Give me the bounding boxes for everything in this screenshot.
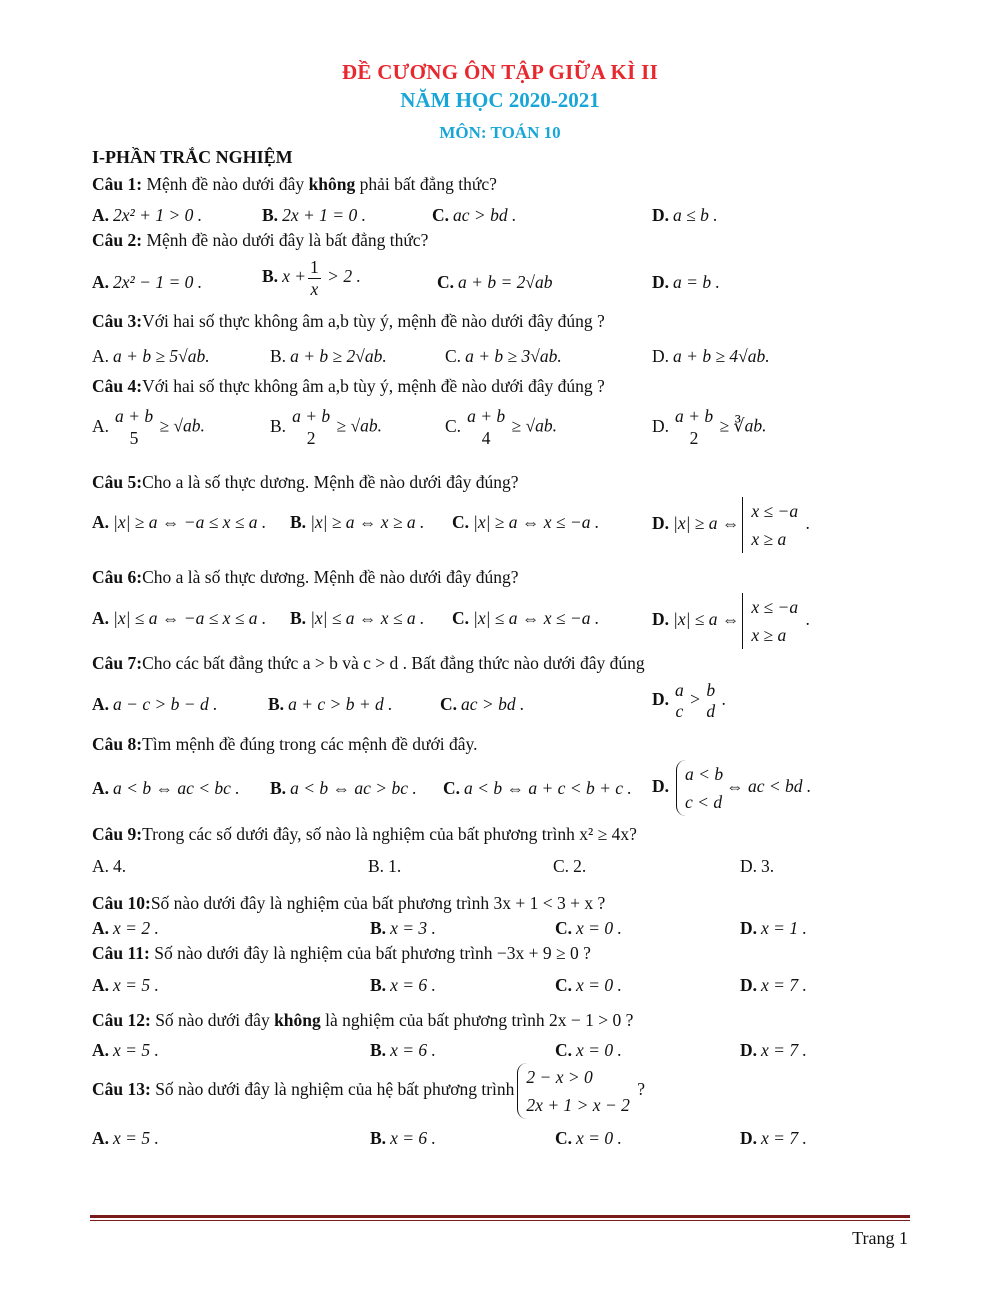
q13-option-d[interactable]: D. x = 7 . — [740, 1128, 807, 1148]
q3-option-d[interactable]: D. a + b ≥ 4√ab. — [652, 346, 770, 366]
q11-option-d[interactable]: D. x = 7 . — [740, 975, 807, 995]
question-6: Câu 6:Cho a là số thực dương. Mệnh đề nào dưới đây đúng? — [92, 567, 519, 587]
q6-option-b[interactable]: B. |x| ≤ a ⇔ x ≤ a . — [290, 608, 425, 628]
q2-option-d[interactable]: D. a = b . — [652, 272, 720, 292]
q3-option-a[interactable]: A. a + b ≥ 5√ab. — [92, 346, 210, 366]
q10-option-c[interactable]: C. x = 0 . — [555, 918, 622, 938]
q9-option-b[interactable]: B. 1. — [368, 856, 402, 876]
q12-option-d[interactable]: D. x = 7 . — [740, 1040, 807, 1060]
q4-option-c[interactable]: C. a + b 4 ≥ √ab. — [445, 406, 557, 448]
question-8: Câu 8:Tìm mệnh đề đúng trong các mệnh đề dưới đây. — [92, 734, 478, 754]
q12-option-c[interactable]: C. x = 0 . — [555, 1040, 622, 1060]
q2-option-c[interactable]: C. a + b = 2√ab — [437, 272, 553, 292]
q5-option-d[interactable]: D. |x| ≥ a ⇔ x ≤ −a x ≥ a . — [652, 497, 810, 553]
q13-option-b[interactable]: B. x = 6 . — [370, 1128, 436, 1148]
footer-rule-thin — [90, 1220, 910, 1221]
q1-option-d[interactable]: D. a ≤ b . — [652, 205, 718, 225]
school-year: NĂM HỌC 2020-2021 — [400, 88, 600, 112]
question-13: Câu 13: Số nào dưới đây là nghiệm của hệ bất phương trình 2 − x > 0 2x + 1 > x − 2 ? — [92, 1063, 645, 1119]
q10-option-a[interactable]: A. x = 2 . — [92, 918, 159, 938]
question-3: Câu 3:Với hai số thực không âm a,b tùy ý, mệnh đề nào dưới đây đúng ? — [92, 311, 605, 331]
q8-option-a[interactable]: A. a < b ⇔ ac < bc . — [92, 778, 240, 798]
question-10: Câu 10:Số nào dưới đây là nghiệm của bất phương trình 3x + 1 < 3 + x ? — [92, 893, 606, 913]
question-1: Câu 1: Mệnh đề nào dưới đây không phải bất đẳng thức? — [92, 174, 497, 194]
question-12: Câu 12: Số nào dưới đây không là nghiệm của bất phương trình 2x − 1 > 0 ? — [92, 1010, 634, 1030]
q13-option-a[interactable]: A. x = 5 . — [92, 1128, 159, 1148]
q4-option-d[interactable]: D. a + b 2 ≥ ∛ab. — [652, 406, 767, 448]
fraction: $\frac{1}{x}$ — [310, 257, 319, 299]
inequality-system: 2 − x > 0 2x + 1 > x − 2 — [517, 1063, 629, 1119]
q3-option-b[interactable]: B. a + b ≥ 2√ab. — [270, 346, 387, 366]
q5-option-b[interactable]: B. |x| ≥ a ⇔ x ≥ a . — [290, 512, 425, 532]
q7-option-c[interactable]: C. ac > bd . — [440, 694, 525, 714]
document-title: ĐỀ CƯƠNG ÔN TẬP GIỮA KÌ II — [341, 60, 659, 84]
page-number: Trang 1 — [852, 1228, 908, 1248]
q7-option-b[interactable]: B. a + c > b + d . — [268, 694, 393, 714]
q1-option-b[interactable]: B. 2x + 1 = 0 . — [262, 205, 366, 225]
q9-option-d[interactable]: D. 3. — [740, 856, 775, 876]
q10-option-b[interactable]: B. x = 3 . — [370, 918, 436, 938]
question-5: Câu 5:Cho a là số thực dương. Mệnh đề nào dưới đây đúng? — [92, 472, 519, 492]
question-2: Câu 2: Mệnh đề nào dưới đây là bất đẳng thức? — [92, 230, 429, 250]
q10-option-d[interactable]: D. x = 1 . — [740, 918, 807, 938]
q1-option-a[interactable]: A. 2x² + 1 > 0 . — [92, 205, 203, 225]
q5-option-a[interactable]: A. |x| ≥ a ⇔ −a ≤ x ≤ a . — [92, 512, 267, 532]
q2-option-a[interactable]: A. 2x² − 1 = 0 . — [92, 272, 203, 292]
q12-option-b[interactable]: B. x = 6 . — [370, 1040, 436, 1060]
q8-option-b[interactable]: B. a < b ⇔ ac > bc . — [270, 778, 417, 798]
q13-option-c[interactable]: C. x = 0 . — [555, 1128, 622, 1148]
q12-option-a[interactable]: A. x = 5 . — [92, 1040, 159, 1060]
question-9: Câu 9:Trong các số dưới đây, số nào là nghiệm của bất phương trình x² ≥ 4x? — [92, 824, 637, 844]
q3-option-c[interactable]: C. a + b ≥ 3√ab. — [445, 346, 562, 366]
q11-option-a[interactable]: A. x = 5 . — [92, 975, 159, 995]
footer-rule — [90, 1215, 910, 1218]
q6-option-d[interactable]: D. |x| ≤ a ⇔ x ≤ −a x ≥ a . — [652, 593, 810, 649]
subject-label: MÔN: TOÁN 10 — [439, 123, 561, 142]
q11-option-c[interactable]: C. x = 0 . — [555, 975, 622, 995]
q2-option-b[interactable]: B. x + $\frac{1}{x}$ > 2 . — [262, 257, 361, 299]
q8-option-d[interactable]: D. a < b c < d ⇔ ac < bd . — [652, 760, 811, 816]
q6-option-c[interactable]: C. |x| ≤ a ⇔ x ≤ −a . — [452, 608, 600, 628]
q9-option-c[interactable]: C. 2. — [553, 856, 587, 876]
question-11: Câu 11: Số nào dưới đây là nghiệm của bất phương trình −3x + 9 ≥ 0 ? — [92, 943, 591, 963]
q8-option-c[interactable]: C. a < b ⇔ a + c < b + c . — [443, 778, 632, 798]
q4-option-a[interactable]: A. a + b 5 ≥ √ab. — [92, 406, 205, 448]
q4-option-b[interactable]: B. a + b 2 ≥ √ab. — [270, 406, 382, 448]
question-4: Câu 4:Với hai số thực không âm a,b tùy ý, mệnh đề nào dưới đây đúng ? — [92, 376, 605, 396]
q9-option-a[interactable]: A. 4. — [92, 856, 127, 876]
q7-option-d[interactable]: D. a c > b d . — [652, 680, 726, 721]
question-7: Câu 7:Cho các bất đẳng thức a > b và c > d . Bất đẳng thức nào dưới đây đúng — [92, 653, 645, 673]
section-heading: I-PHẦN TRẮC NGHIỆM — [92, 147, 293, 167]
q1-option-c[interactable]: C. ac > bd . — [432, 205, 517, 225]
q7-option-a[interactable]: A. a − c > b − d . — [92, 694, 218, 714]
q5-option-c[interactable]: C. |x| ≥ a ⇔ x ≤ −a . — [452, 512, 600, 532]
q6-option-a[interactable]: A. |x| ≤ a ⇔ −a ≤ x ≤ a . — [92, 608, 267, 628]
q11-option-b[interactable]: B. x = 6 . — [370, 975, 436, 995]
